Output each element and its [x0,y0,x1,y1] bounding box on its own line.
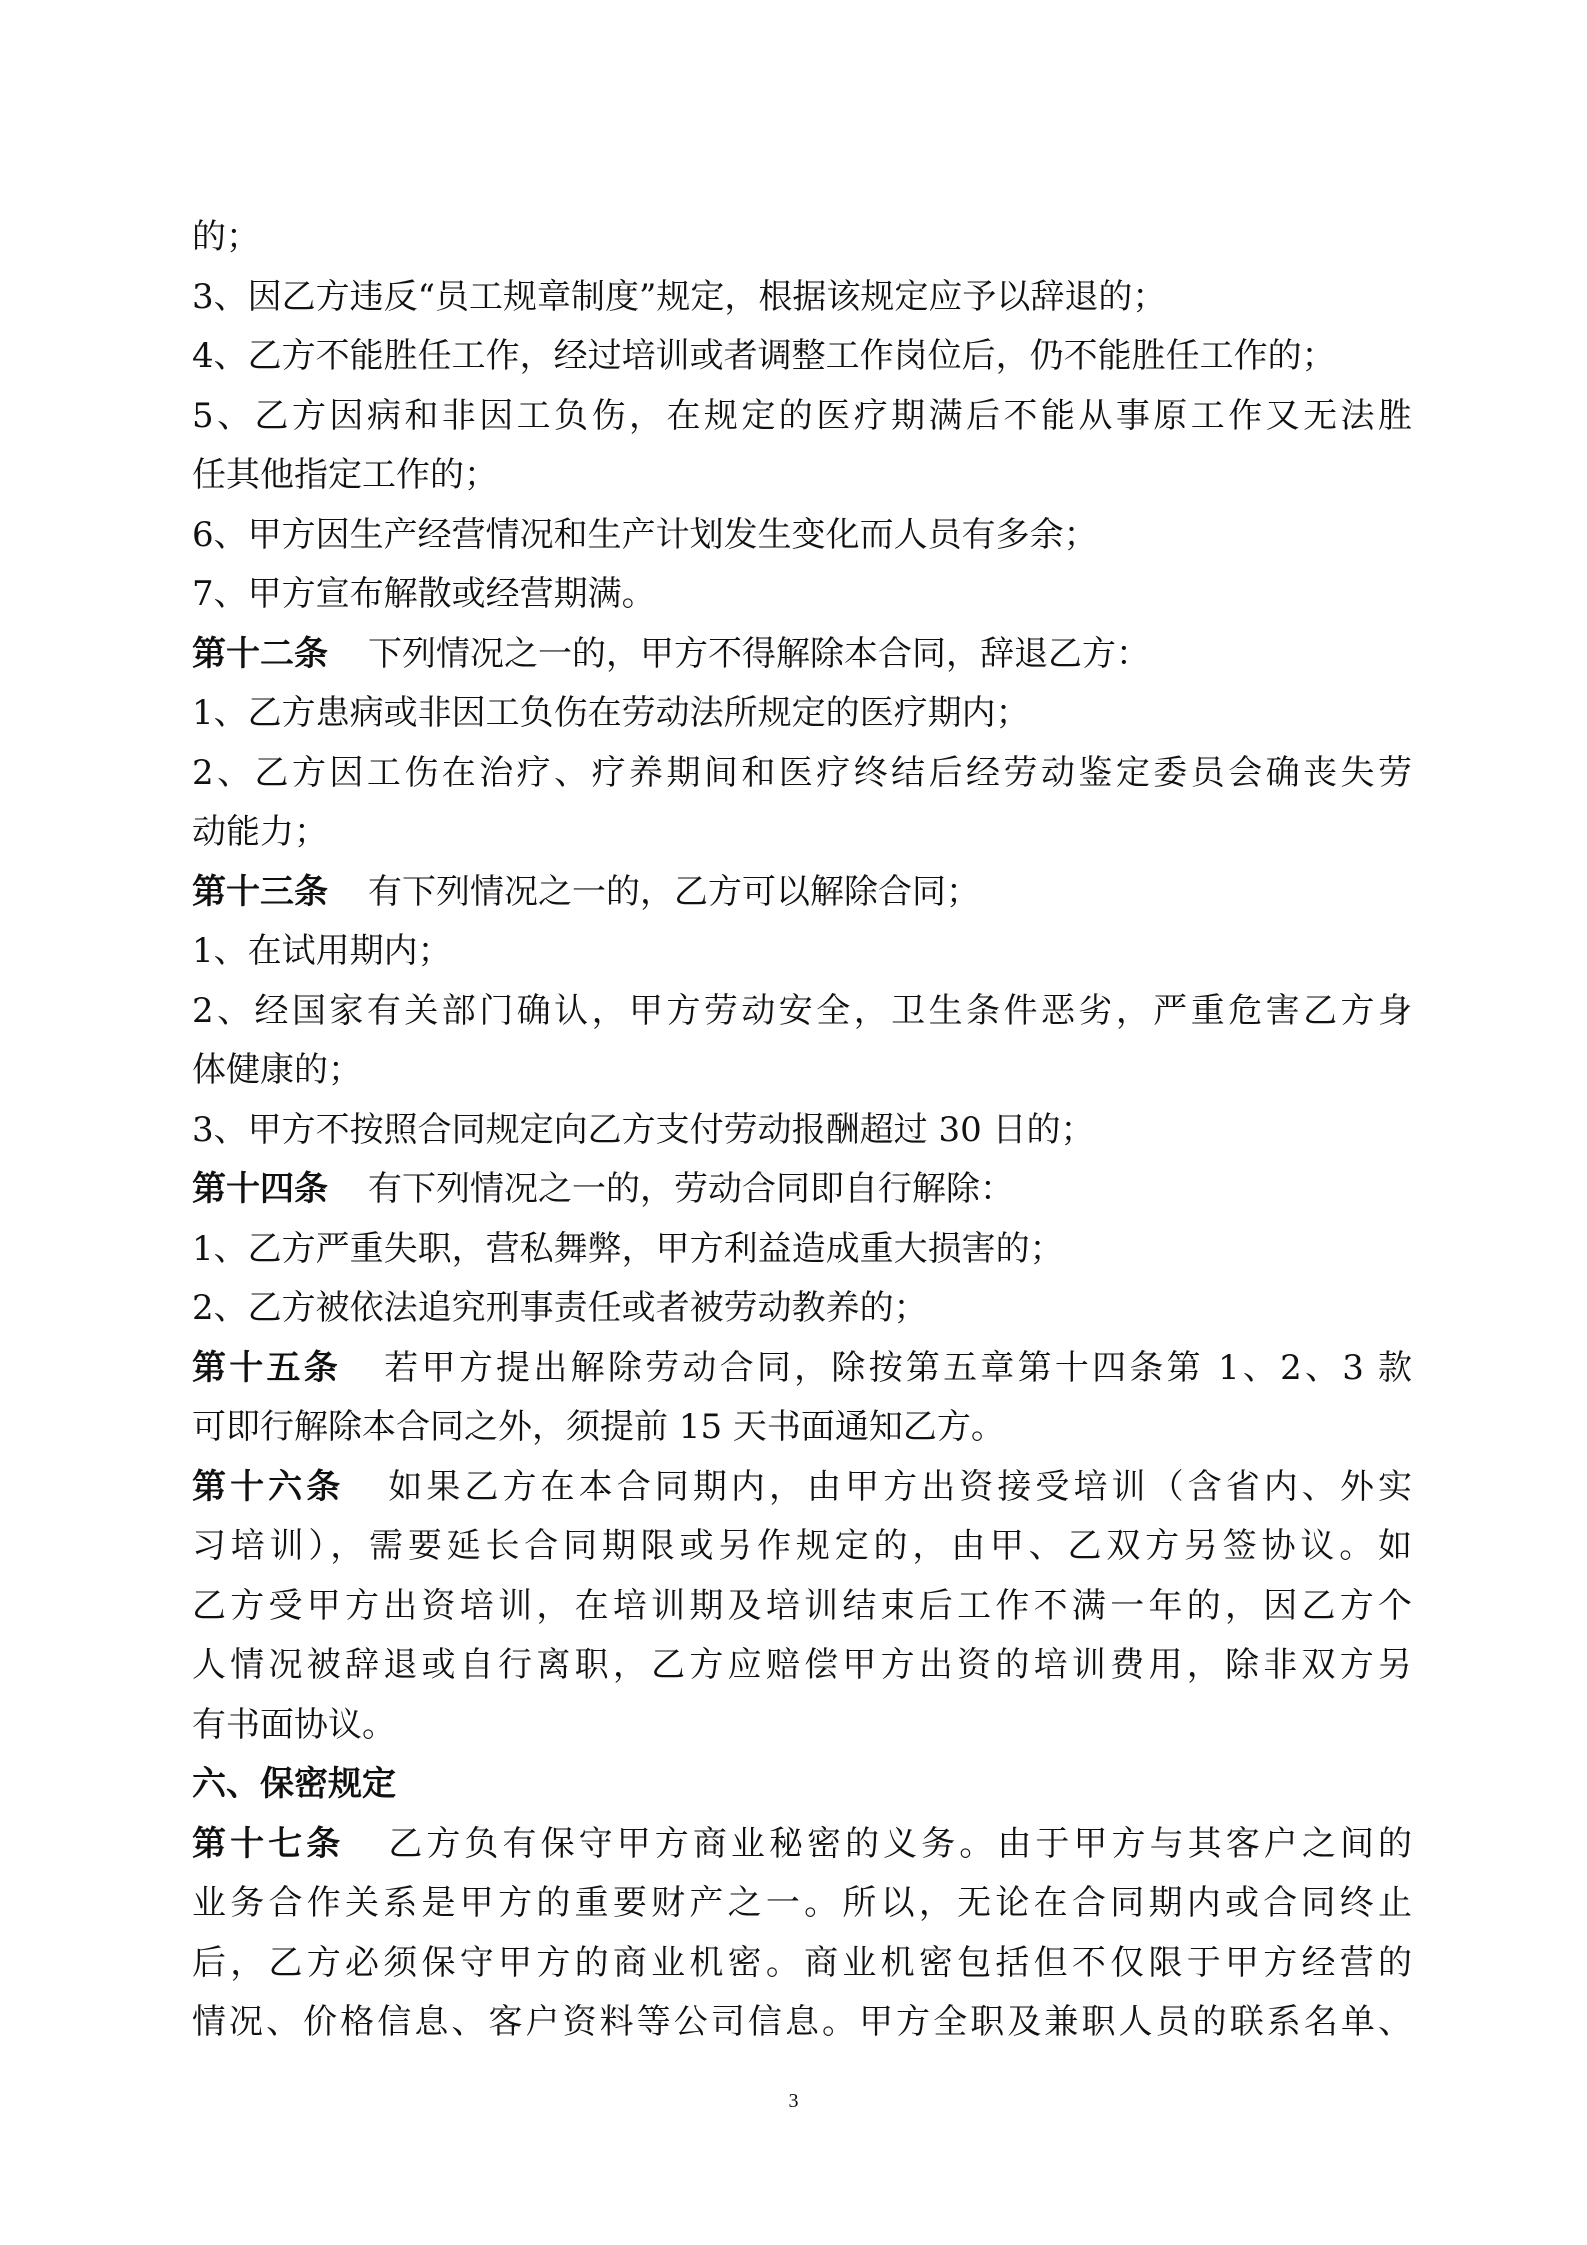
text-line [192,744,1412,804]
text-line [192,446,1412,506]
text-line [192,1577,1412,1637]
line-text: 习培训），需要延长合同期限或另作规定的，由甲、乙双方另签协议。如 [192,1526,1412,1566]
line-text: 的； [192,217,260,257]
body-text [192,208,1412,2053]
text-line [192,208,1412,268]
clause-line [192,1458,1412,1518]
text-line [192,1517,1412,1577]
text-line [192,387,1412,447]
line-text: 3、因乙方违反“员工规章制度”规定，根据该规定应予以辞退的； [192,276,1167,317]
clause-heading: 第十四条 [192,1169,328,1209]
line-text: 乙方受甲方出资培训，在培训期及培训结束后工作不满一年的，因乙方个 [192,1585,1412,1626]
clause-line [192,1755,1412,1815]
text-line [192,1874,1412,1934]
clause-heading: 第十三条 [192,871,328,912]
line-text: 2、乙方因工伤在治疗、疗养期间和医疗终结后经劳动鉴定委员会确丧失劳 [192,752,1412,793]
line-text: 1、乙方患病或非因工负伤在劳动法所规定的医疗期内； [192,693,1030,733]
line-text: 动能力； [192,812,328,852]
line-text: 后，乙方必须保守甲方的商业机密。商业机密包括但不仅限于甲方经营的 [192,1942,1412,1983]
line-text: 6、甲方因生产经营情况和生产计划发生变化而人员有多余； [192,514,1098,555]
line-text: 4、乙方不能胜任工作，经过培训或者调整工作岗位后，仍不能胜任工作的； [192,336,1336,376]
line-text: 3、甲方不按照合同规定向乙方支付劳动报酬超过 30 日的； [192,1109,1095,1150]
text-line [192,1279,1412,1339]
page-number: 3 [788,2090,799,2112]
clause-heading: 第十五条 [192,1347,342,1388]
line-text: 任其他指定工作的； [192,455,498,495]
text-line [192,1993,1412,2053]
line-text: 2、乙方被依法追究刑事责任或者被劳动教养的； [192,1288,928,1328]
line-text: 人情况被辞退或自行离职，乙方应赔偿甲方出资的培训费用，除非双方另 [192,1645,1412,1685]
clause-line [192,625,1412,685]
line-text: 2、经国家有关部门确认，甲方劳动安全，卫生条件恶劣，严重危害乙方身 [192,990,1412,1031]
line-text: 乙方负有保守甲方商业秘密的义务。由于甲方与其客户之间的 [384,1823,1413,1864]
text-line [192,982,1412,1042]
text-line [192,1636,1412,1696]
text-line [192,1398,1412,1458]
line-text: 5、乙方因病和非因工负伤，在规定的医疗期满后不能从事原工作又无法胜 [192,395,1412,436]
text-line [192,803,1412,863]
clause-heading: 第十二条 [192,633,328,674]
line-text: 业务合作关系是甲方的重要财产之一。所以，无论在合同期内或合同终止 [192,1883,1412,1923]
line-text: 有下列情况之一的，乙方可以解除合同； [368,871,980,912]
clause-heading: 第十六条 [192,1466,345,1507]
line-text: 7、甲方宣布解散或经营期满。 [192,574,656,614]
text-line [192,922,1412,982]
line-text: 情况、价格信息、客户资料等公司信息。甲方全职及兼职人员的联系名单、 [192,2002,1412,2042]
clause-line [192,1160,1412,1220]
line-text: 体健康的； [192,1050,362,1090]
text-line [192,565,1412,625]
text-line [192,506,1412,566]
text-line [192,1934,1412,1994]
text-line [192,1696,1412,1756]
line-text: 1、乙方严重失职，营私舞弊，甲方利益造成重大损害的； [192,1228,1064,1269]
clause-heading: 第十七条 [192,1823,345,1864]
text-line [192,1101,1412,1161]
text-line [192,268,1412,328]
text-line [192,327,1412,387]
text-line [192,1041,1412,1101]
line-text: 1、在试用期内； [192,931,452,971]
text-line [192,1220,1412,1280]
clause-line [192,1815,1412,1875]
line-text: 有下列情况之一的，劳动合同即自行解除： [368,1169,1014,1209]
line-text: 若甲方提出解除劳动合同，除按第五章第十四条第 1、2、3 款 [381,1347,1412,1388]
text-line [192,684,1412,744]
line-text: 如果乙方在本合同期内，由甲方出资接受培训（含省内、外实 [384,1466,1413,1507]
clause-line [192,1339,1412,1399]
clause-line [192,863,1412,923]
line-text: 有书面协议。 [192,1704,396,1745]
line-text: 下列情况之一的，甲方不得解除本合同，辞退乙方： [368,633,1150,674]
line-text: 可即行解除本合同之外，须提前 15 天书面通知乙方。 [192,1407,1005,1447]
clause-heading: 六、保密规定 [192,1764,396,1804]
